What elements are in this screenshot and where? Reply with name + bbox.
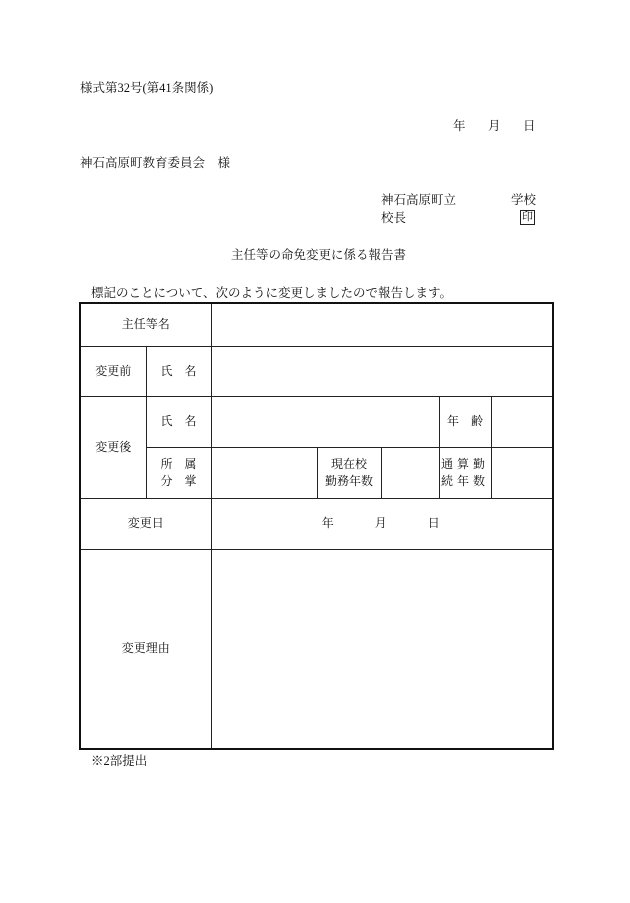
reason-value[interactable] bbox=[211, 549, 553, 749]
form-number: 様式第32号(第41条関係) bbox=[80, 81, 214, 95]
row-after-details bbox=[80, 447, 553, 498]
change-date-day: 日 bbox=[427, 516, 440, 530]
age-value[interactable] bbox=[491, 396, 553, 447]
before-name-label: 氏 名 bbox=[146, 346, 211, 396]
footnote: ※2部提出 bbox=[91, 754, 148, 768]
current-school-line-2: 勤務年数 bbox=[325, 473, 374, 488]
total-service-line-2: 続年数 bbox=[441, 473, 490, 488]
total-service-label bbox=[439, 447, 491, 498]
date-month-label: 月 bbox=[488, 119, 501, 133]
row-position bbox=[80, 303, 553, 346]
age-label: 年 齢 bbox=[439, 396, 491, 447]
intro-text: 標記のことについて、次のように変更しましたので報告します。 bbox=[91, 286, 453, 300]
position-value[interactable] bbox=[211, 303, 553, 346]
row-after-name bbox=[80, 396, 553, 447]
document-title: 主任等の命免変更に係る報告書 bbox=[231, 248, 407, 262]
row-change-date bbox=[80, 498, 553, 549]
after-name-value[interactable] bbox=[211, 396, 439, 447]
row-before bbox=[80, 346, 553, 396]
duty-value[interactable] bbox=[211, 447, 317, 498]
after-label: 変更後 bbox=[80, 396, 146, 498]
current-school-years-value[interactable] bbox=[381, 447, 439, 498]
current-school-line-1: 現在校 bbox=[331, 456, 368, 471]
row-reason bbox=[80, 549, 553, 749]
after-name-label: 氏 名 bbox=[146, 396, 211, 447]
change-date-month: 月 bbox=[374, 516, 387, 530]
change-date-value[interactable] bbox=[211, 498, 553, 549]
change-date-label: 変更日 bbox=[80, 498, 211, 549]
total-service-line-1: 通算勤 bbox=[441, 456, 490, 471]
date-day-label: 日 bbox=[523, 119, 536, 133]
position-label: 主任等名 bbox=[80, 303, 211, 346]
change-date-year: 年 bbox=[321, 516, 334, 530]
reason-label: 変更理由 bbox=[80, 549, 211, 749]
seal-label: 印 bbox=[522, 211, 533, 223]
report-table bbox=[79, 302, 554, 750]
total-service-value[interactable] bbox=[491, 447, 553, 498]
before-name-value[interactable] bbox=[211, 346, 553, 396]
addressee: 神石高原町教育委員会 様 bbox=[80, 156, 231, 170]
duty-label bbox=[146, 447, 211, 498]
current-school-years-label bbox=[317, 447, 381, 498]
principal-label: 校長 bbox=[381, 211, 407, 225]
date-year-label: 年 bbox=[453, 119, 466, 133]
school-prefix: 神石高原町立 bbox=[381, 193, 457, 207]
duty-label-line-2: 分 掌 bbox=[160, 473, 197, 488]
school-suffix: 学校 bbox=[511, 193, 537, 207]
before-label: 変更前 bbox=[80, 346, 146, 396]
seal-mark bbox=[520, 210, 535, 225]
duty-label-line-1: 所 属 bbox=[160, 456, 197, 471]
